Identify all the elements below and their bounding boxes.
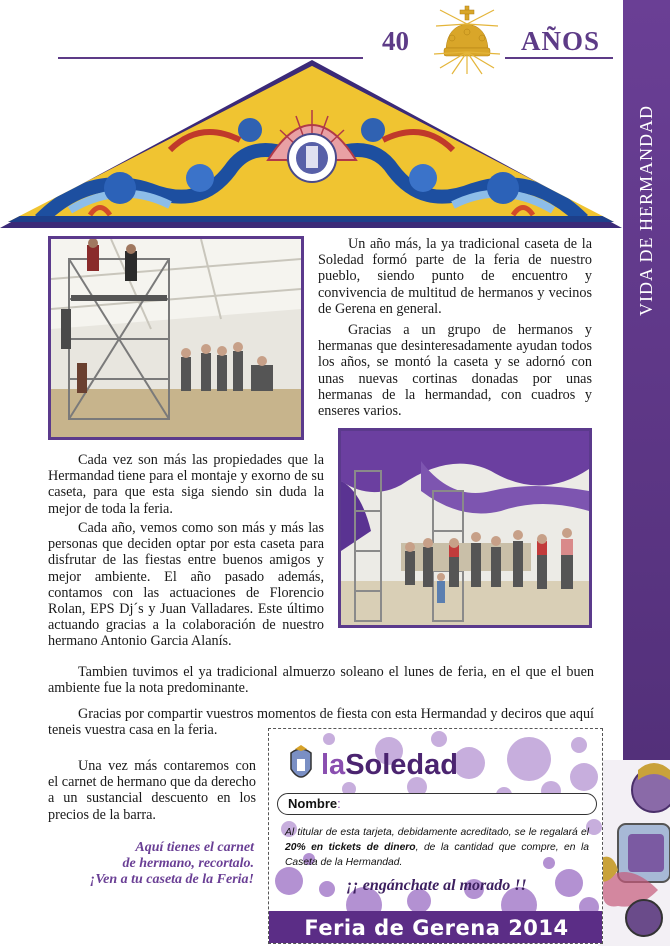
card-terms-a: Al titular de esta tarjeta, debidamente acreditado, se le regalará el [285, 827, 589, 838]
ceramic-tile-pediment-image [0, 60, 623, 230]
section-title [623, 0, 670, 420]
header-rule-right [505, 57, 613, 59]
heraldic-emblem-image [598, 760, 670, 946]
brand-la: la [321, 748, 346, 781]
card-terms-b: , de la cantidad que compre, en la Caseta de la Hermandad. [285, 842, 589, 868]
photo-decorated-caseta [338, 428, 592, 628]
photo-volunteers-assembling-tent [48, 236, 304, 440]
article-paragraph-5: Tambien tuvimos el ya tradicional almuerzo soleano el lunes de feria, en el que el buen ambiente fue la nota predominante. [48, 664, 594, 697]
callout-line-2: de hermano, recortalo. [122, 856, 254, 871]
card-brand [285, 745, 458, 785]
card-footer: Feria de Gerena 2014 [269, 911, 603, 944]
article-paragraph-7: Una vez más contaremos con el carnet de hermano que da derecho a un sustancial descuento en los precios de la barra. [48, 758, 256, 823]
caseta-interior-scene-image [341, 431, 589, 625]
callout-line-3: ¡Ven a tu caseta de la Feria! [89, 872, 254, 887]
header-rule-left [58, 57, 363, 59]
membership-card[interactable] [268, 728, 603, 944]
name-field[interactable] [277, 793, 597, 815]
tent-assembly-scene-image [51, 239, 301, 437]
article-paragraph-3: Cada vez son más las propiedades que la Hermandad tiene para el montaje y exorno de su caseta, para que esta siga siendo sin duda la mejor de toda la feria. [48, 452, 324, 517]
article-paragraph-2: Gracias a un grupo de hermanos y hermanas que desinteresadamente ayudan todos los años, se montó la caseta y se adornó con unas nuevas cortinas donadas por unas hermanas de la hermandad, con cuadros y enseres varios. [318, 322, 592, 420]
card-terms-bold: 20% en tickets de dinero [285, 842, 416, 853]
article-paragraph-4: Cada año, vemos como son más y más las personas que deciden optar por esta caseta para disfrutar de las fiestas entre buenos amigos y mejor ambiente. El año pasado además, contamos con las actuaciones de Florencio Rolan, EPS Dj´s y Juan Valladares. Este último actuando gracias a la colaboración de nuestro hermano Antonio Garcia Alanís. [48, 520, 324, 650]
article-paragraph-6: Gracias por compartir vuestros momentos de fiesta con esta Hermandad y deciros que aquí teneis vuestra casa en la feria. [48, 706, 594, 739]
anniversary-word: AÑOS [521, 26, 601, 56]
card-slogan: ¡¡ engánchate al morado !! [346, 877, 527, 894]
section-title-text: VIDA DE HERMANDAD [636, 104, 656, 316]
brotherhood-shield-icon [285, 745, 317, 785]
name-label: Nombre [288, 796, 338, 811]
callout-line-1: Aquí tienes el carnet [135, 840, 254, 855]
name-colon: : [337, 796, 341, 811]
article-paragraph-1: Un año más, la ya tradicional caseta de la Soledad formó parte de la feria de nuestro pueblo, siendo punto de encuentro y convivencia de multitud de hermanos y vecinos de Gerena en general. [318, 236, 592, 317]
card-callout [48, 840, 254, 888]
card-terms [285, 825, 589, 870]
anniversary-number: 40 [382, 26, 409, 56]
brand-soledad: Soledad [345, 748, 458, 781]
